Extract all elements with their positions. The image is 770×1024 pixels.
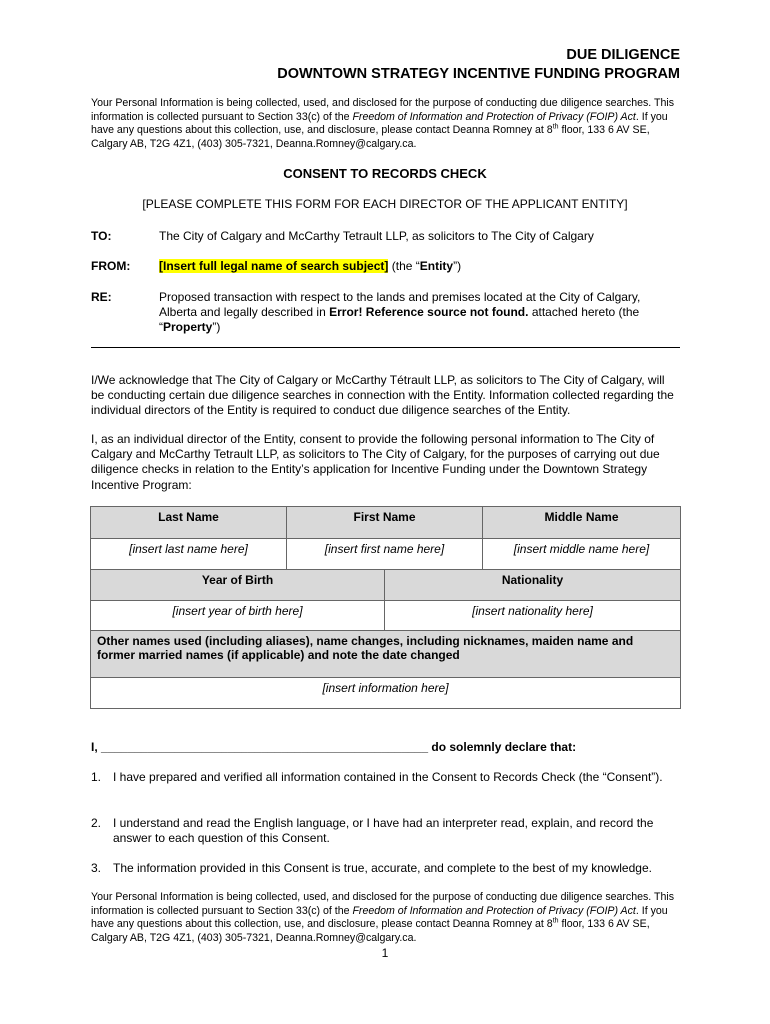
page-number: 1	[381, 946, 389, 960]
nationality-header: Nationality	[385, 570, 681, 601]
document-page: DUE DILIGENCE DOWNTOWN STRATEGY INCENTIVE FUNDING PROGRAM Your Personal Information is being collected, used, and disclosed for the purpose of conducting due diligence searches. This information is collected pursuant to Section 33(c) of the Freedom of Information and Protection of Privacy (FOIP) Act. If you have any questions about this collection, use, and disclosure, please contact Deanna Romney at 8th floor, 133 6 AV SE, Calgary AB, T2G 4Z1, (403) 305-7321, Deanna.Romney@calgary.ca. CONSENT TO RECORDS CHECK [PLEASE COMPLETE THIS FORM FOR EACH DIRECTOR OF THE APPLICANT ENTITY] TO: The City of Calgary and McCarthy Tetrault LLP, as solicitors to The City of Calgary FROM: [Insert full legal name of search subject] (the “Entity”) RE: Proposed transaction with respect to the lands and premises located at the City of Calgary, Alberta and legally described in Error! Reference source not found. attached hereto (the “Property”) I/We acknowledge that The City of Calgary or McCarthy Tétrault LLP, as solicitors to The City of Calgary, will be conducting certain due diligence searches in connection with the Entity. Information collected regarding the individual directors of the Entity is required to conduct due diligence searches of the Entity. I, as an individual director of the Entity, consent to provide the following personal information to The City of Calgary and McCarthy Tetrault LLP, as solicitors to The City of Calgary, for the purposes of carrying out due diligence checks in relation to the Entity’s application for Incentive Funding under the Downtown Strategy Incentive Program: Last Name First Name Middle Name [insert last name here] [insert first name here] [insert middle name here] Year of Birth Nationality [insert year of birth here] [insert nationality here] Other names used (including aliases), name changes, including nicknames, maiden name and former married names (if applicable) and note the date changed [insert information here] I, _________________________________________________ do solemnly declare that: 1. I have prepared and verified all information contained in the Consent to Records Check (the “Consent”). 2. I understand and read the English language, or I have had an interpreter read, explain, and record the answer to each question of this Consent. 3. The information provided in this Consent is true, accurate, and complete to the best of my knowledge. Your Personal Information is being collected, used, and disclosed for the purpose of conducting due diligence searches. This information is collected pursuant to Section 33(c) of the Freedom of Information and Protection of Privacy (FOIP) Act. If you have any questions about this collection, use, and disclosure, please contact Deanna Romney at 8th floor, 133 6 AV SE, Calgary AB, T2G 4Z1, (403) 305-7321, Deanna.Romney@calgary.ca. 1	[0, 0, 770, 1024]
last-name-field[interactable]: [insert last name here]	[91, 539, 287, 570]
divider-line	[91, 347, 680, 348]
complete-note: [PLEASE COMPLETE THIS FORM FOR EACH DIRECTOR OF THE APPLICANT ENTITY]	[142, 197, 628, 211]
declarant-name-blank[interactable]: _________________________________________________	[101, 740, 429, 754]
first-name-field[interactable]: [insert first name here]	[287, 539, 483, 570]
from-value: [Insert full legal name of search subject] (the “Entity”)	[159, 259, 462, 273]
re-value: Proposed transaction with respect to the lands and premises located at the City of Calgary, Alberta and legally described in Error! Reference source not found. attached hereto (the “Property”)	[159, 290, 641, 334]
privacy-notice-top: Your Personal Information is being collected, used, and disclosed for the purpose of conducting due diligence searches. This information is collected pursuant to Section 33(c) of the Freedom of Information and Protection of Privacy (FOIP) Act. If you have any questions about this collection, use, and disclosure, please contact Deanna Romney at 8th floor, 133 6 AV SE, Calgary AB, T2G 4Z1, (403) 305-7321, Deanna.Romney@calgary.ca.	[91, 97, 675, 150]
from-label: FROM:	[91, 259, 131, 273]
foip-act-name: Freedom of Information and Protection of Privacy (FOIP) Act	[352, 110, 636, 123]
reference-error: Error! Reference source not found.	[329, 305, 529, 319]
personal-info-table	[90, 506, 681, 709]
re-label: RE:	[91, 290, 112, 304]
foip-act-name: Freedom of Information and Protection of Privacy (FOIP) Act	[352, 904, 636, 917]
other-names-field[interactable]: [insert information here]	[91, 678, 681, 709]
to-value: The City of Calgary and McCarthy Tetrault LLP, as solicitors to The City of Calgary	[159, 229, 594, 243]
nationality-field[interactable]: [insert nationality here]	[385, 601, 681, 631]
middle-name-field[interactable]: [insert middle name here]	[483, 539, 681, 570]
title-program: DOWNTOWN STRATEGY INCENTIVE FUNDING PROGRAM	[277, 66, 680, 82]
other-names-header: Other names used (including aliases), name changes, including nicknames, maiden name and former married names (if applicable) and note the date changed	[91, 631, 681, 678]
search-subject-placeholder[interactable]: [Insert full legal name of search subject]	[159, 259, 389, 273]
to-label: TO:	[91, 229, 112, 243]
middle-name-header: Middle Name	[483, 507, 681, 539]
title-due-diligence: DUE DILIGENCE	[566, 47, 680, 63]
first-name-header: First Name	[287, 507, 483, 539]
consent-paragraph: I, as an individual director of the Entity, consent to provide the following personal information to The City of Calgary and McCarthy Tetrault LLP, as solicitors to The City of Calgary, for the purposes of carrying out due diligence checks in relation to the Entity’s application for Incentive Funding under the Downtown Strategy Incentive Program:	[91, 432, 660, 492]
last-name-header: Last Name	[91, 507, 287, 539]
year-of-birth-field[interactable]: [insert year of birth here]	[91, 601, 385, 631]
privacy-notice-bottom: Your Personal Information is being collected, used, and disclosed for the purpose of conducting due diligence searches. This information is collected pursuant to Section 33(c) of the Freedom of Information and Protection of Privacy (FOIP) Act. If you have any questions about this collection, use, and disclosure, please contact Deanna Romney at 8th floor, 133 6 AV SE, Calgary AB, T2G 4Z1, (403) 305-7321, Deanna.Romney@calgary.ca.	[91, 891, 675, 944]
year-of-birth-header: Year of Birth	[91, 570, 385, 601]
acknowledge-paragraph: I/We acknowledge that The City of Calgary or McCarthy Tétrault LLP, as solicitors to The City of Calgary, will be conducting certain due diligence searches in connection with the Entity. Information collected regarding the individual directors of the Entity is required to conduct due diligence searches of the Entity.	[91, 373, 674, 418]
declaration-line: I, _________________________________________________ do solemnly declare that:	[91, 740, 577, 754]
consent-title: CONSENT TO RECORDS CHECK	[283, 166, 487, 181]
